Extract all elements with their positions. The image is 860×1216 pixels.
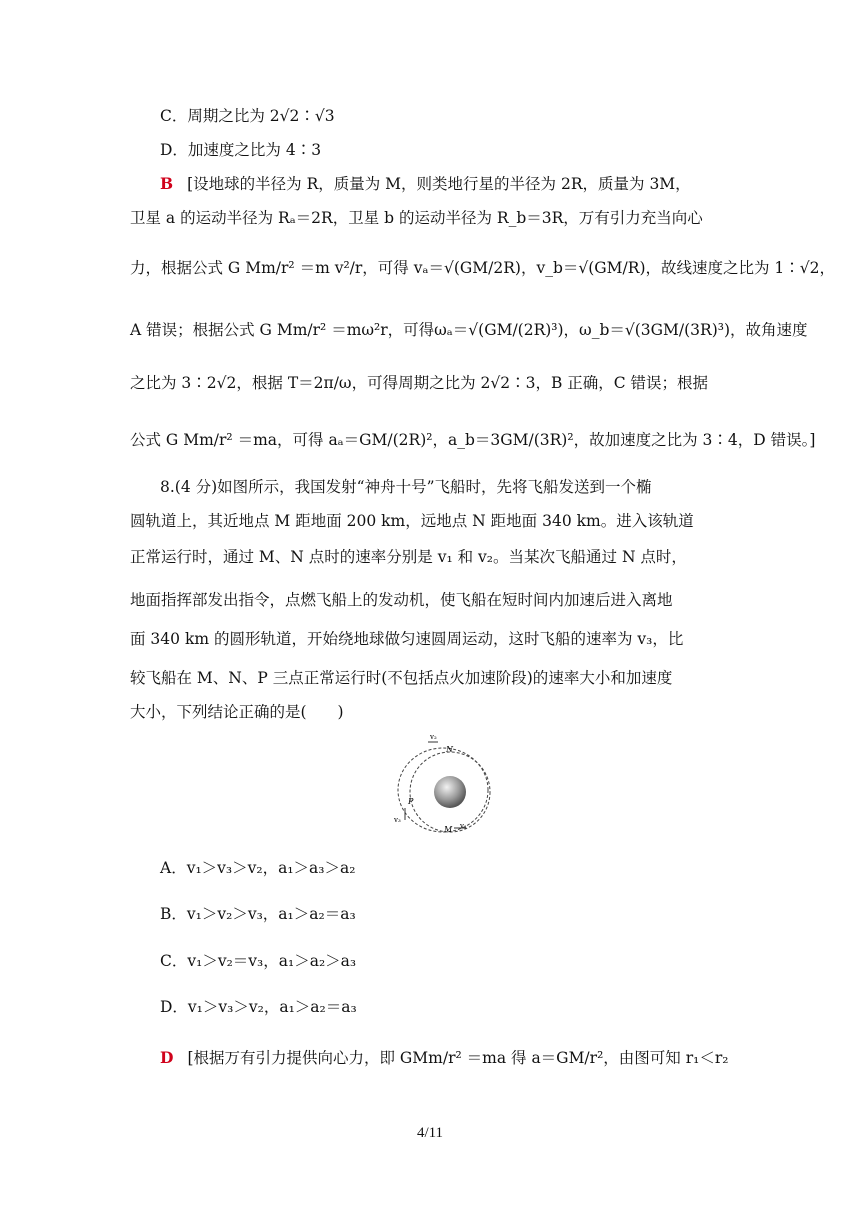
- option-d: D．v₁＞v₃＞v₂，a₁＞a₂＝a₃: [160, 998, 357, 1016]
- answer-letter-2: D: [160, 1048, 174, 1067]
- question-line-7: 大小，下列结论正确的是( ): [130, 703, 344, 721]
- label-m: M: [444, 825, 453, 834]
- label-p: P: [408, 797, 414, 806]
- label-v1: v₁: [460, 822, 467, 830]
- option-a: A．v₁＞v₃＞v₂，a₁＞a₃＞a₂: [160, 859, 356, 877]
- solution-line-2: 卫星 a 的运动半径为 Rₐ＝2R，卫星 b 的运动半径为 R_b＝3R，万有引力充当向心: [130, 209, 703, 227]
- solution-2-text: [根据万有引力提供向心力，即 GMm/r² ＝ma 得 a＝GM/r²，由图可知 r₁＜r₂: [187, 1049, 729, 1067]
- question-line-1: 8.(4 分)如图所示，我国发射“神舟十号”飞船时，先将飞船发送到一个椭: [160, 478, 652, 496]
- option-c: C．v₁＞v₂＝v₃，a₁＞a₂＞a₃: [160, 952, 357, 970]
- solution-line-1: [160, 173, 760, 195]
- solution-line-3: 力，根据公式 G Mm/r² ＝m v²/r，可得 vₐ＝√(GM/2R)，v_b＝√(GM/R)，故线速度之比为 1∶√2，: [130, 259, 836, 277]
- page-number: 4/11: [416, 1125, 444, 1141]
- option-b: B．v₁＞v₂＞v₃，a₁＞a₂＝a₃: [160, 905, 356, 923]
- solution-text: [设地球的半径为 R，质量为 M，则类地行星的半径为 2R，质量为 3M，: [187, 175, 691, 193]
- question-line-2: 圆轨道上，其近地点 M 距地面 200 km，远地点 N 距地面 340 km。进入该轨道: [130, 512, 694, 530]
- line-option-d: D．加速度之比为 4∶3: [160, 141, 322, 159]
- solution-line-4: A 错误；根据公式 G Mm/r² ＝mω²r，可得ωₐ＝√(GM/(2R)³)，ω_b＝√(3GM/(3R)³)，故角速度: [130, 321, 808, 339]
- label-v2: v₂: [430, 733, 437, 741]
- earth: [434, 776, 466, 808]
- solution-line-6: 公式 G Mm/r² ＝ma，可得 aₐ＝GM/(2R)²，a_b＝3GM/(3R)²，故加速度之比为 3∶4，D 错误。]: [130, 431, 816, 449]
- question-line-6: 较飞船在 M、N、P 三点正常运行时(不包括点火加速阶段)的速率大小和加速度: [130, 669, 673, 687]
- line-option-c: C．周期之比为 2√2∶√3: [160, 107, 335, 125]
- orbit-diagram: [388, 730, 498, 840]
- answer-letter: B: [160, 174, 174, 193]
- question-line-5: 面 340 km 的圆形轨道，开始绕地球做匀速圆周运动，这时飞船的速率为 v₃，比: [130, 630, 684, 648]
- question-line-4: 地面指挥部发出指令，点燃飞船上的发动机，使飞船在短时间内加速后进入离地: [130, 591, 673, 609]
- label-n: N: [446, 745, 453, 754]
- label-v3: v₃: [394, 816, 401, 824]
- question-line-3: 正常运行时，通过 M、N 点时的速率分别是 v₁ 和 v₂。当某次飞船通过 N 点时，: [130, 548, 687, 566]
- solution-2-line: [160, 1047, 760, 1069]
- solution-line-5: 之比为 3∶2√2，根据 T＝2π/ω，可得周期之比为 2√2∶3，B 正确，C 错误；根据: [130, 374, 709, 392]
